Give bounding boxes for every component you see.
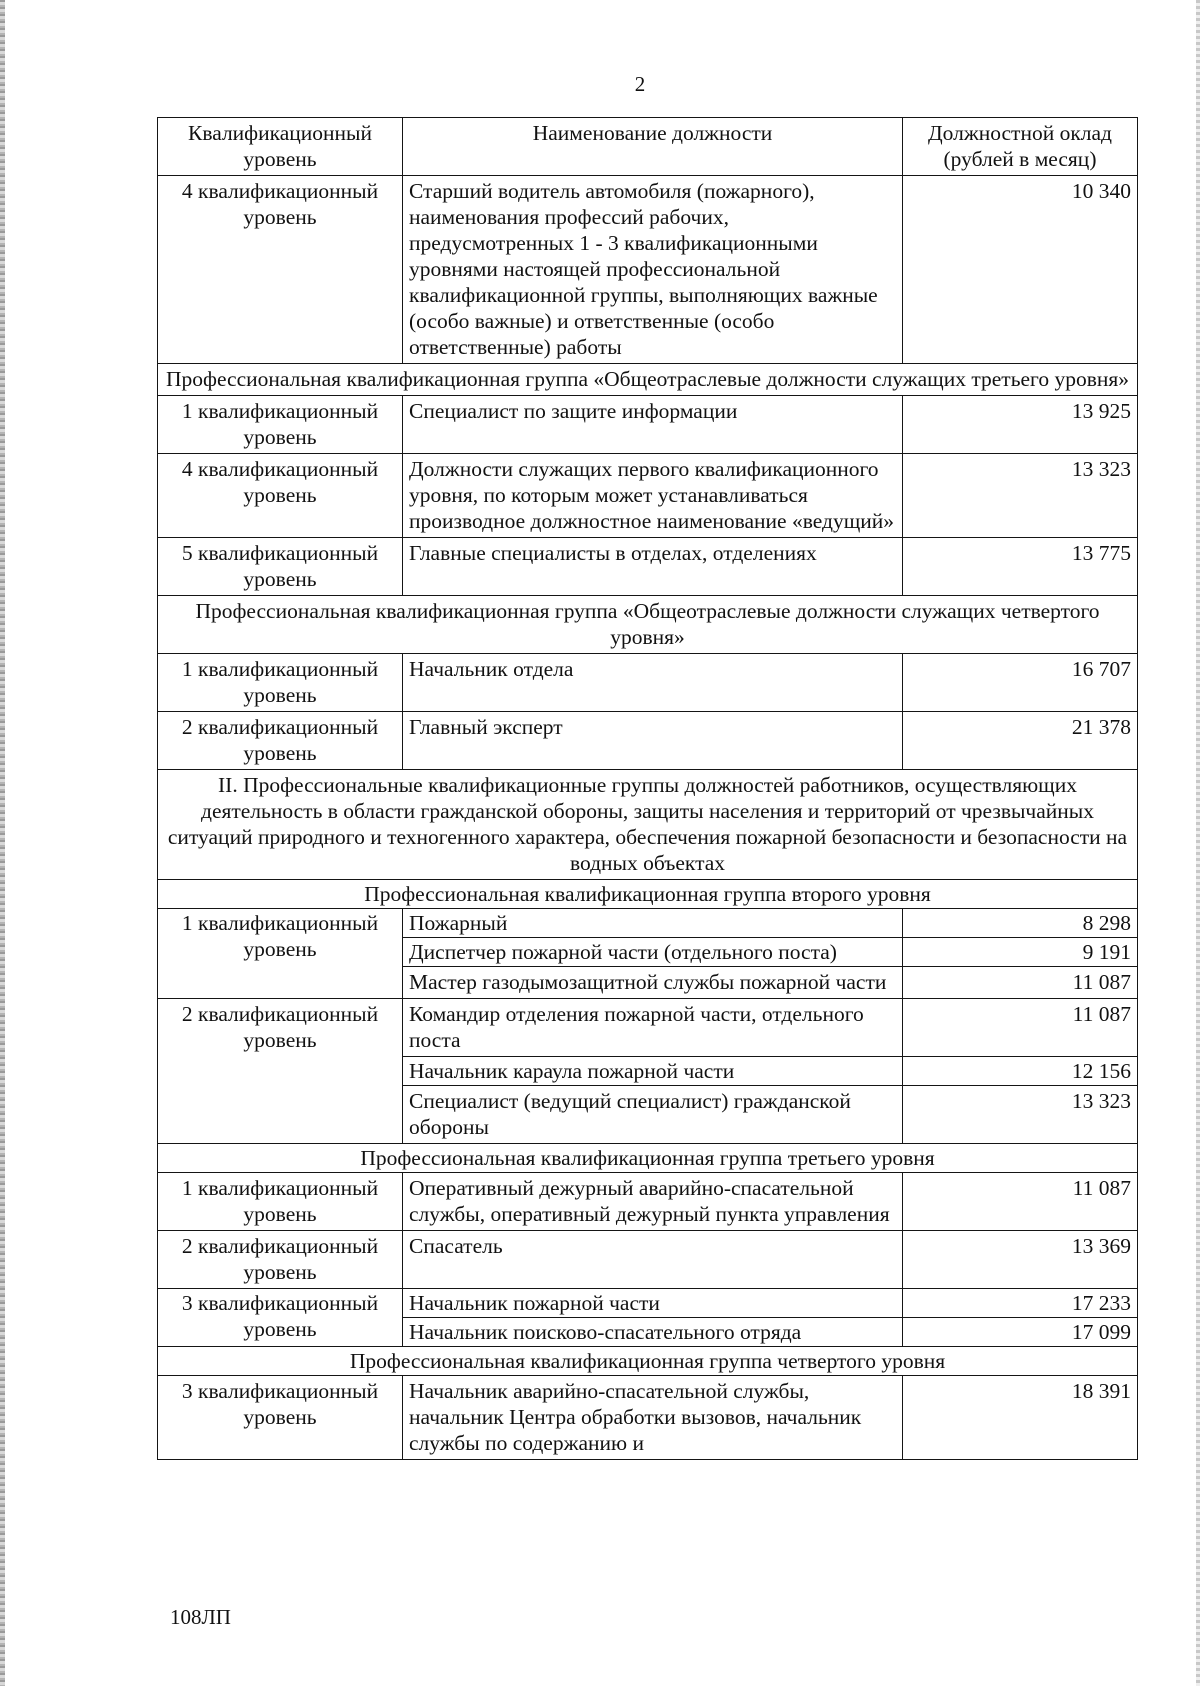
position-cell: Должности служащих первого квалификационного уровня, по которым может устанавливаться производное должностное наименование «ведущий» xyxy=(403,454,903,538)
position-cell: Специалист по защите информации xyxy=(403,396,903,454)
salary-cell: 13 323 xyxy=(903,454,1138,538)
level-cell: 4 квалификационный уровень xyxy=(158,454,403,538)
salary-cell: 18 391 xyxy=(903,1376,1138,1460)
salary-cell: 11 087 xyxy=(903,1173,1138,1231)
scan-right-edge xyxy=(1196,0,1200,1686)
position-cell: Командир отделения пожарной части, отдельного поста xyxy=(403,999,903,1057)
position-cell: Спасатель xyxy=(403,1231,903,1289)
position-cell: Главные специалисты в отделах, отделениях xyxy=(403,538,903,596)
position-cell: Пожарный xyxy=(403,909,903,938)
table-row xyxy=(158,999,1138,1057)
salary-cell: 13 323 xyxy=(903,1086,1138,1144)
position-cell: Старший водитель автомобиля (пожарного), наименования профессий рабочих, предусмотренных 1 - 3 квалификационными уровнями настоящей профессиональной квалификационной группы, выполняющих важные (особо важные) и ответственные (особо ответственные) работы xyxy=(403,176,903,364)
salary-cell: 17 099 xyxy=(903,1318,1138,1347)
group-heading: Профессиональная квалификационная группа второго уровня xyxy=(158,880,1138,909)
group-heading: Профессиональная квалификационная группа «Общеотраслевые должности служащих четвертого уровня» xyxy=(158,596,1138,654)
position-cell: Мастер газодымозащитной службы пожарной части xyxy=(403,967,903,999)
table-header-row xyxy=(158,118,1138,176)
salary-cell: 10 340 xyxy=(903,176,1138,364)
page-number: 2 xyxy=(634,72,646,96)
table-row xyxy=(158,176,1138,364)
table-row xyxy=(158,538,1138,596)
group-heading: Профессиональная квалификационная группа «Общеотраслевые должности служащих третьего уровня» xyxy=(158,364,1138,396)
salary-cell: 9 191 xyxy=(903,938,1138,967)
section-heading: II. Профессиональные квалификационные группы должностей работников, осуществляющих деятельность в области гражданской обороны, защиты населения и территорий от чрезвычайных ситуаций природного и техногенного характера, обеспечения пожарной безопасности и безопасности на водных объектах xyxy=(158,770,1138,880)
table-row xyxy=(158,712,1138,770)
position-cell: Начальник пожарной части xyxy=(403,1289,903,1318)
header-salary: Должностной оклад (рублей в месяц) xyxy=(903,118,1138,176)
table-row xyxy=(158,396,1138,454)
section-heading-row xyxy=(158,770,1138,880)
document-code: 108ЛП xyxy=(170,1605,231,1629)
group-heading-row xyxy=(158,1144,1138,1173)
level-cell: 3 квалификационный уровень xyxy=(158,1376,403,1460)
group-heading-row xyxy=(158,596,1138,654)
level-cell: 1 квалификационный уровень xyxy=(158,396,403,454)
salary-cell: 11 087 xyxy=(903,999,1138,1057)
level-cell: 1 квалификационный уровень xyxy=(158,654,403,712)
level-cell: 2 квалификационный уровень xyxy=(158,999,403,1144)
table-row xyxy=(158,654,1138,712)
position-cell: Начальник аварийно-спасательной службы, начальник Центра обработки вызовов, начальник службы по содержанию и xyxy=(403,1376,903,1460)
table-row xyxy=(158,1289,1138,1318)
salary-cell: 8 298 xyxy=(903,909,1138,938)
group-heading-row xyxy=(158,1347,1138,1376)
position-cell: Начальник поисково-спасательного отряда xyxy=(403,1318,903,1347)
position-cell: Специалист (ведущий специалист) гражданской обороны xyxy=(403,1086,903,1144)
group-heading-row xyxy=(158,364,1138,396)
level-cell: 2 квалификационный уровень xyxy=(158,712,403,770)
group-heading: Профессиональная квалификационная группа четвертого уровня xyxy=(158,1347,1138,1376)
header-level: Квалификационный уровень xyxy=(158,118,403,176)
position-cell: Начальник отдела xyxy=(403,654,903,712)
level-cell: 3 квалификационный уровень xyxy=(158,1289,403,1347)
position-cell: Диспетчер пожарной части (отдельного поста) xyxy=(403,938,903,967)
position-cell: Главный эксперт xyxy=(403,712,903,770)
table-row xyxy=(158,1173,1138,1231)
level-cell: 1 квалификационный уровень xyxy=(158,909,403,999)
header-position: Наименование должности xyxy=(403,118,903,176)
group-heading-row xyxy=(158,880,1138,909)
salary-cell: 11 087 xyxy=(903,967,1138,999)
table-row xyxy=(158,1231,1138,1289)
position-cell: Оперативный дежурный аварийно-спасательной службы, оперативный дежурный пункта управления xyxy=(403,1173,903,1231)
scan-left-edge xyxy=(0,0,5,1686)
salary-table xyxy=(157,117,1138,1460)
level-cell: 1 квалификационный уровень xyxy=(158,1173,403,1231)
salary-cell: 21 378 xyxy=(903,712,1138,770)
level-cell: 2 квалификационный уровень xyxy=(158,1231,403,1289)
position-cell: Начальник караула пожарной части xyxy=(403,1057,903,1086)
salary-cell: 13 925 xyxy=(903,396,1138,454)
table-row xyxy=(158,909,1138,938)
table-row xyxy=(158,454,1138,538)
salary-cell: 13 369 xyxy=(903,1231,1138,1289)
group-heading: Профессиональная квалификационная группа третьего уровня xyxy=(158,1144,1138,1173)
salary-cell: 16 707 xyxy=(903,654,1138,712)
table-row xyxy=(158,1376,1138,1460)
salary-cell: 12 156 xyxy=(903,1057,1138,1086)
salary-cell: 13 775 xyxy=(903,538,1138,596)
level-cell: 4 квалификационный уровень xyxy=(158,176,403,364)
salary-cell: 17 233 xyxy=(903,1289,1138,1318)
level-cell: 5 квалификационный уровень xyxy=(158,538,403,596)
